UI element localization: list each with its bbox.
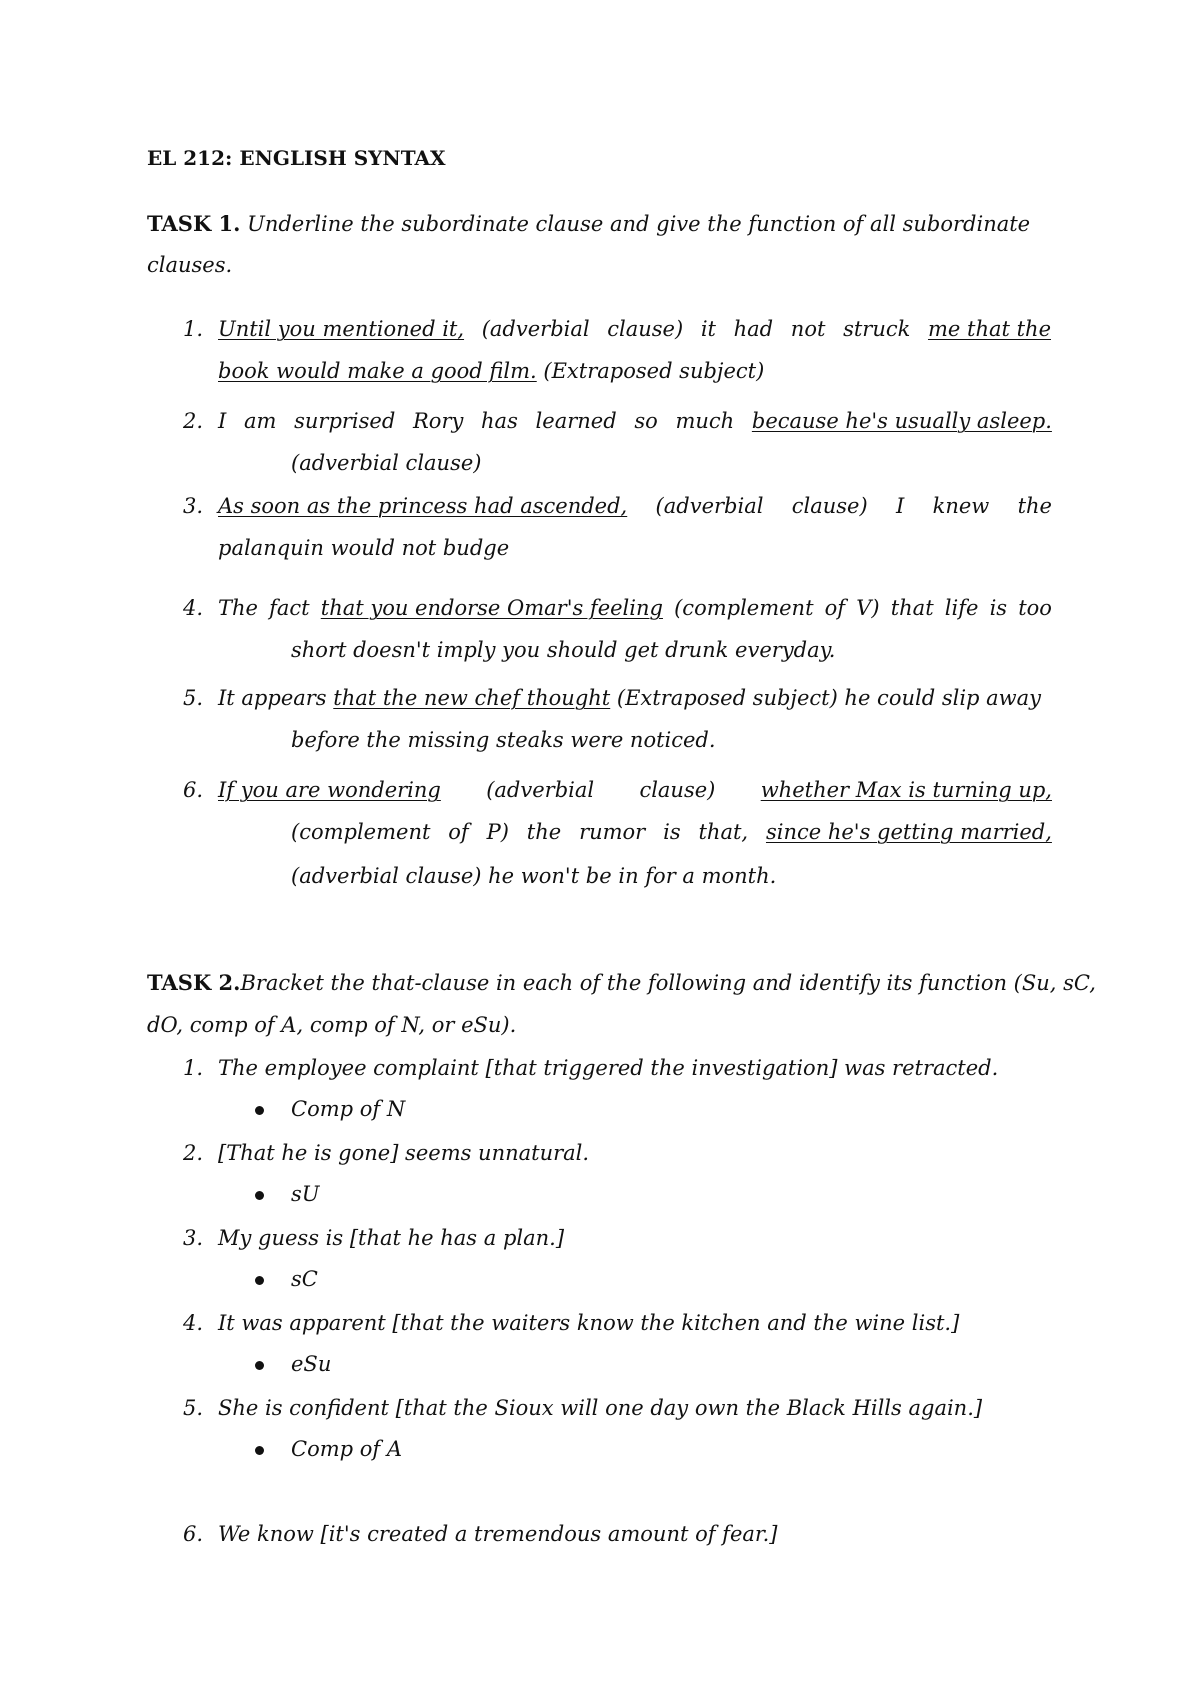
task2-instruction: [147, 970, 1096, 995]
word: I: [895, 494, 905, 518]
word: clause): [639, 778, 716, 802]
bullet-icon: [255, 1276, 264, 1285]
word: It appears: [218, 686, 334, 710]
task2-instruction-line1: Bracket the that-clause in each of the following and identify its function (Su, sC,: [240, 971, 1096, 995]
word: (adverbial: [655, 494, 764, 518]
task1-item4-line1: [218, 596, 1052, 620]
word: P): [486, 820, 509, 844]
word: of: [824, 596, 846, 620]
task2-item1-number: 1.: [183, 1056, 204, 1080]
function-label: (Extraposed subject) he could slip away: [610, 686, 1042, 710]
task1-item5-number: 5.: [183, 686, 204, 710]
task1-item3-number: 3.: [183, 494, 204, 518]
word: of: [448, 820, 469, 844]
task2-item3-answer: sC: [291, 1267, 318, 1291]
underlined-clause: me that the: [927, 317, 1051, 341]
word: Rory: [412, 409, 464, 433]
underlined-clause: book would make a good film.: [218, 359, 537, 383]
word: not: [790, 317, 826, 341]
task2-item5-answer: Comp of A: [291, 1437, 402, 1461]
word: too: [1018, 596, 1052, 620]
task2-label: TASK 2.: [147, 970, 241, 995]
task1-label: TASK 1.: [147, 211, 241, 236]
underlined-clause: that the new chef thought: [333, 686, 611, 710]
task2-item1-answer: Comp of N: [291, 1097, 406, 1121]
task1-item5-line2: before the missing steaks were noticed.: [291, 728, 716, 752]
task2-item4-answer: eSu: [291, 1352, 332, 1376]
task1-item5-line1: [218, 686, 1041, 710]
word: fact: [269, 596, 310, 620]
word: life: [944, 596, 979, 620]
function-label: (Extraposed subject): [536, 359, 765, 383]
task1-item1-number: 1.: [183, 317, 204, 341]
task2-item4-sentence: It was apparent [that the waiters know the kitchen and the wine list.]: [218, 1311, 960, 1335]
task2-item2-answer: sU: [291, 1182, 320, 1206]
word: is: [989, 596, 1008, 620]
underlined-clause: whether Max is turning up,: [760, 778, 1052, 802]
task1-instruction: [147, 211, 1030, 236]
task2-instruction-line2: dO, comp of A, comp of N, or eSu).: [147, 1013, 517, 1037]
word: that: [890, 596, 934, 620]
word: is: [663, 820, 681, 844]
task2-item3-number: 3.: [183, 1226, 204, 1250]
task2-item6-sentence: We know [it's created a tremendous amount of fear.]: [218, 1522, 778, 1546]
task2-item2-number: 2.: [183, 1141, 204, 1165]
word: so: [634, 409, 658, 433]
task1-instruction-line2: clauses.: [147, 253, 233, 277]
underlined-clause: If you are wondering: [218, 778, 441, 802]
task1-item4-number: 4.: [183, 596, 204, 620]
bullet-icon: [255, 1446, 264, 1455]
underlined-clause: because he's usually asleep.: [751, 409, 1052, 433]
task1-item3-line1: [218, 494, 1052, 518]
task2-item5-sentence: She is confident [that the Sioux will one day own the Black Hills again.]: [218, 1396, 983, 1420]
task2-item1-sentence: The employee complaint [that triggered the investigation] was retracted.: [218, 1056, 999, 1080]
word: has: [481, 409, 518, 433]
task1-instruction-line1: Underline the subordinate clause and give the function of all subordinate: [247, 212, 1031, 236]
underlined-clause: As soon as the princess had ascended,: [218, 494, 628, 518]
word: clause): [607, 317, 684, 341]
bullet-icon: [255, 1361, 264, 1370]
bullet-icon: [255, 1191, 264, 1200]
task2-item4-number: 4.: [183, 1311, 204, 1335]
task2-item3-sentence: My guess is [that he has a plan.]: [218, 1226, 565, 1250]
word: (adverbial: [481, 317, 590, 341]
task1-item2-line1: [218, 409, 1052, 433]
task1-item4-line2: short doesn't imply you should get drunk everyday.: [291, 638, 836, 662]
word: knew: [932, 494, 990, 518]
word: rumor: [579, 820, 646, 844]
task2-item2-sentence: [That he is gone] seems unnatural.: [218, 1141, 590, 1165]
task1-item6-line3: (adverbial clause) he won't be in for a month.: [291, 864, 777, 888]
word: that,: [698, 820, 749, 844]
word: surprised: [294, 409, 396, 433]
word: (complement: [674, 596, 814, 620]
word: it: [700, 317, 716, 341]
word: clause): [791, 494, 868, 518]
word: much: [675, 409, 735, 433]
task1-item6-line1: [218, 778, 1052, 802]
word: (complement: [291, 820, 431, 844]
word: struck: [843, 317, 911, 341]
task1-item1-line2: [218, 359, 764, 383]
task2-item5-number: 5.: [183, 1396, 204, 1420]
underlined-clause: since he's getting married,: [765, 820, 1052, 844]
word: (adverbial: [486, 778, 595, 802]
bullet-icon: [255, 1106, 264, 1115]
task1-item1-line1: [218, 317, 1051, 341]
underlined-clause: Until you mentioned it,: [218, 317, 465, 341]
task1-item2-number: 2.: [183, 409, 204, 433]
task1-item6-number: 6.: [183, 778, 204, 802]
word: am: [243, 409, 277, 433]
task1-item6-line2: [291, 820, 1052, 844]
word: learned: [535, 409, 617, 433]
word: The: [218, 596, 258, 620]
task1-item2-line2: (adverbial clause): [291, 451, 482, 475]
task1-item3-line2: palanquin would not budge: [218, 536, 510, 560]
word: the: [526, 820, 562, 844]
task2-item6-number: 6.: [183, 1522, 204, 1546]
underlined-clause: that you endorse Omar's feeling: [320, 596, 663, 620]
word: V): [856, 596, 880, 620]
word: I: [218, 409, 227, 433]
word: had: [733, 317, 774, 341]
word: the: [1017, 494, 1052, 518]
document-title: EL 212: ENGLISH SYNTAX: [147, 146, 446, 170]
